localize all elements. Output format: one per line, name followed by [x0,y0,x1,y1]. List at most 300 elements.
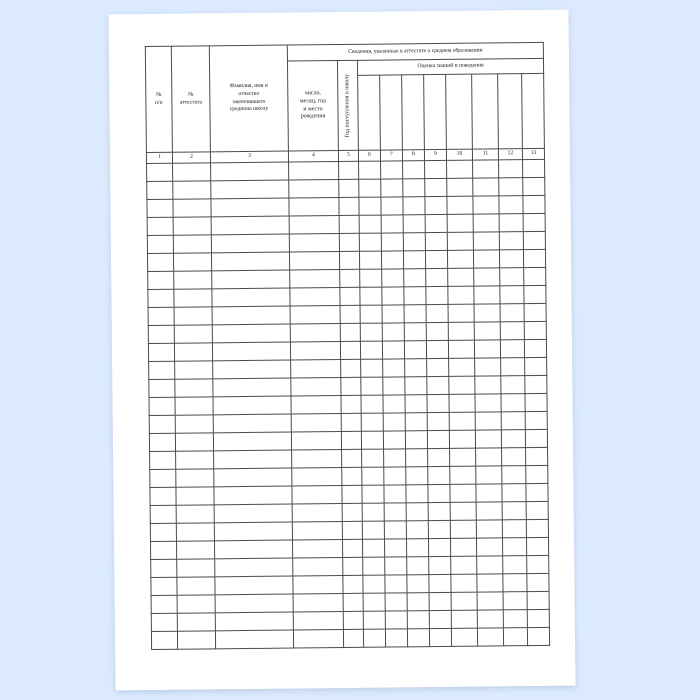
table-cell[interactable] [383,395,405,413]
table-cell[interactable] [362,467,384,485]
table-cell[interactable] [477,628,503,646]
table-cell[interactable] [474,304,500,322]
table-cell[interactable] [215,630,293,649]
table-cell[interactable] [292,450,342,469]
table-cell[interactable] [359,215,381,233]
table-cell[interactable] [289,162,339,181]
table-cell[interactable] [341,377,361,395]
table-cell[interactable] [525,357,547,375]
table-cell[interactable] [173,199,211,217]
table-cell[interactable] [340,341,360,359]
table-cell[interactable] [499,160,523,178]
table-cell[interactable] [404,269,426,287]
table-cell[interactable] [407,629,429,647]
table-cell[interactable] [449,394,475,412]
table-cell[interactable] [148,289,174,307]
table-cell[interactable] [474,322,500,340]
table-cell[interactable] [425,196,447,214]
table-cell[interactable] [477,574,503,592]
table-cell[interactable] [363,611,385,629]
table-cell[interactable] [147,253,173,271]
table-cell[interactable] [383,413,405,431]
table-cell[interactable] [361,377,383,395]
table-cell[interactable] [174,325,212,343]
table-cell[interactable] [429,628,451,646]
table-cell[interactable] [526,501,548,519]
table-cell[interactable] [384,521,406,539]
table-cell[interactable] [475,394,501,412]
table-cell[interactable] [407,557,429,575]
table-cell[interactable] [500,340,524,358]
table-cell[interactable] [449,430,475,448]
table-cell[interactable] [293,576,343,595]
table-cell[interactable] [385,575,407,593]
table-cell[interactable] [289,252,339,271]
table-cell[interactable] [360,269,382,287]
table-cell[interactable] [213,396,291,415]
table-cell[interactable] [211,234,289,253]
table-cell[interactable] [342,467,362,485]
table-cell[interactable] [293,630,343,649]
table-cell[interactable] [426,340,448,358]
table-cell[interactable] [428,520,450,538]
table-cell[interactable] [502,538,526,556]
table-cell[interactable] [426,304,448,322]
table-cell[interactable] [382,323,404,341]
table-cell[interactable] [429,574,451,592]
table-cell[interactable] [502,448,526,466]
table-cell[interactable] [341,431,361,449]
table-cell[interactable] [147,217,173,235]
table-cell[interactable] [404,341,426,359]
table-cell[interactable] [384,485,406,503]
table-cell[interactable] [405,395,427,413]
table-cell[interactable] [211,198,289,217]
table-cell[interactable] [149,415,175,433]
table-cell[interactable] [451,610,477,628]
table-cell[interactable] [359,233,381,251]
table-cell[interactable] [427,430,449,448]
table-cell[interactable] [339,215,359,233]
table-cell[interactable] [502,484,526,502]
table-cell[interactable] [175,415,213,433]
table-cell[interactable] [384,467,406,485]
table-cell[interactable] [148,325,174,343]
table-cell[interactable] [381,233,403,251]
table-cell[interactable] [501,394,525,412]
table-cell[interactable] [175,361,213,379]
table-cell[interactable] [215,594,293,613]
table-cell[interactable] [342,485,362,503]
table-cell[interactable] [403,251,425,269]
table-cell[interactable] [525,411,547,429]
table-cell[interactable] [499,196,523,214]
table-cell[interactable] [147,235,173,253]
table-cell[interactable] [147,181,173,199]
table-cell[interactable] [447,232,473,250]
table-cell[interactable] [291,378,341,397]
table-cell[interactable] [524,285,546,303]
table-cell[interactable] [449,358,475,376]
table-cell[interactable] [477,592,503,610]
table-cell[interactable] [151,577,177,595]
table-cell[interactable] [214,450,292,469]
table-cell[interactable] [148,307,174,325]
table-cell[interactable] [450,502,476,520]
table-cell[interactable] [291,396,341,415]
table-cell[interactable] [360,305,382,323]
table-cell[interactable] [177,559,215,577]
table-cell[interactable] [383,377,405,395]
table-cell[interactable] [503,628,527,646]
table-cell[interactable] [175,397,213,415]
table-cell[interactable] [212,288,290,307]
table-cell[interactable] [362,521,384,539]
table-cell[interactable] [362,449,384,467]
table-cell[interactable] [527,627,549,645]
table-cell[interactable] [176,451,214,469]
table-cell[interactable] [406,485,428,503]
table-cell[interactable] [381,197,403,215]
table-cell[interactable] [291,414,341,433]
table-cell[interactable] [384,539,406,557]
table-cell[interactable] [447,250,473,268]
table-cell[interactable] [426,322,448,340]
table-cell[interactable] [341,395,361,413]
table-cell[interactable] [425,178,447,196]
table-cell[interactable] [428,502,450,520]
table-cell[interactable] [406,449,428,467]
table-cell[interactable] [450,448,476,466]
table-cell[interactable] [473,160,499,178]
table-cell[interactable] [425,232,447,250]
table-cell[interactable] [382,305,404,323]
table-cell[interactable] [503,574,527,592]
table-cell[interactable] [501,430,525,448]
table-cell[interactable] [215,576,293,595]
table-cell[interactable] [151,631,177,649]
table-cell[interactable] [429,556,451,574]
table-cell[interactable] [175,433,213,451]
table-cell[interactable] [451,556,477,574]
table-cell[interactable] [451,574,477,592]
table-cell[interactable] [524,303,546,321]
table-cell[interactable] [289,216,339,235]
table-cell[interactable] [404,323,426,341]
table-cell[interactable] [211,216,289,235]
table-cell[interactable] [447,214,473,232]
table-cell[interactable] [361,359,383,377]
table-cell[interactable] [214,540,292,559]
table-cell[interactable] [363,557,385,575]
table-cell[interactable] [363,629,385,647]
table-cell[interactable] [174,289,212,307]
table-cell[interactable] [450,538,476,556]
table-cell[interactable] [361,413,383,431]
table-cell[interactable] [500,286,524,304]
table-cell[interactable] [425,214,447,232]
table-cell[interactable] [176,523,214,541]
table-cell[interactable] [340,323,360,341]
table-cell[interactable] [475,376,501,394]
table-cell[interactable] [343,557,363,575]
table-cell[interactable] [382,287,404,305]
table-cell[interactable] [523,231,545,249]
table-cell[interactable] [150,469,176,487]
table-cell[interactable] [524,267,546,285]
table-cell[interactable] [149,433,175,451]
table-cell[interactable] [342,521,362,539]
table-cell[interactable] [448,268,474,286]
table-cell[interactable] [212,324,290,343]
table-cell[interactable] [213,360,291,379]
table-cell[interactable] [502,466,526,484]
table-cell[interactable] [403,233,425,251]
table-cell[interactable] [474,340,500,358]
table-cell[interactable] [403,197,425,215]
table-cell[interactable] [339,161,359,179]
table-cell[interactable] [527,573,549,591]
table-cell[interactable] [290,342,340,361]
table-cell[interactable] [447,160,473,178]
table-cell[interactable] [292,468,342,487]
table-cell[interactable] [151,613,177,631]
table-cell[interactable] [447,178,473,196]
table-cell[interactable] [474,286,500,304]
table-cell[interactable] [385,557,407,575]
table-cell[interactable] [292,504,342,523]
table-cell[interactable] [339,197,359,215]
table-cell[interactable] [215,612,293,631]
table-cell[interactable] [425,250,447,268]
table-cell[interactable] [451,628,477,646]
table-cell[interactable] [150,487,176,505]
table-cell[interactable] [381,161,403,179]
table-cell[interactable] [342,503,362,521]
table-cell[interactable] [428,538,450,556]
table-cell[interactable] [150,523,176,541]
table-cell[interactable] [385,611,407,629]
table-cell[interactable] [215,558,293,577]
table-cell[interactable] [177,595,215,613]
table-cell[interactable] [291,432,341,451]
table-cell[interactable] [499,250,523,268]
table-cell[interactable] [405,359,427,377]
table-cell[interactable] [527,609,549,627]
table-cell[interactable] [476,538,502,556]
table-cell[interactable] [362,539,384,557]
table-cell[interactable] [292,486,342,505]
table-cell[interactable] [500,304,524,322]
table-cell[interactable] [149,397,175,415]
table-cell[interactable] [503,610,527,628]
table-cell[interactable] [525,375,547,393]
table-cell[interactable] [151,595,177,613]
table-cell[interactable] [362,503,384,521]
table-cell[interactable] [291,360,341,379]
table-cell[interactable] [148,343,174,361]
table-cell[interactable] [501,376,525,394]
table-cell[interactable] [407,593,429,611]
table-cell[interactable] [363,593,385,611]
table-cell[interactable] [343,629,363,647]
table-cell[interactable] [449,376,475,394]
table-cell[interactable] [382,341,404,359]
table-cell[interactable] [212,342,290,361]
table-cell[interactable] [340,287,360,305]
table-cell[interactable] [214,486,292,505]
table-cell[interactable] [176,505,214,523]
table-cell[interactable] [526,483,548,501]
table-cell[interactable] [426,286,448,304]
table-cell[interactable] [526,447,548,465]
table-cell[interactable] [448,304,474,322]
table-cell[interactable] [403,215,425,233]
table-cell[interactable] [404,287,426,305]
table-cell[interactable] [404,305,426,323]
table-cell[interactable] [476,466,502,484]
table-cell[interactable] [473,232,499,250]
table-cell[interactable] [147,199,173,217]
table-cell[interactable] [475,412,501,430]
table-cell[interactable] [499,232,523,250]
table-cell[interactable] [429,592,451,610]
table-cell[interactable] [173,235,211,253]
table-cell[interactable] [473,196,499,214]
table-cell[interactable] [339,179,359,197]
table-cell[interactable] [503,556,527,574]
table-cell[interactable] [212,306,290,325]
table-cell[interactable] [173,253,211,271]
table-cell[interactable] [500,268,524,286]
table-cell[interactable] [502,520,526,538]
table-cell[interactable] [148,271,174,289]
table-cell[interactable] [149,379,175,397]
table-cell[interactable] [293,558,343,577]
table-cell[interactable] [406,503,428,521]
table-cell[interactable] [427,394,449,412]
table-cell[interactable] [382,269,404,287]
table-cell[interactable] [523,177,545,195]
table-cell[interactable] [429,610,451,628]
table-cell[interactable] [363,575,385,593]
table-cell[interactable] [151,559,177,577]
table-cell[interactable] [339,251,359,269]
table-cell[interactable] [475,358,501,376]
table-cell[interactable] [427,376,449,394]
table-cell[interactable] [150,505,176,523]
table-cell[interactable] [147,163,173,181]
table-cell[interactable] [474,268,500,286]
table-cell[interactable] [173,163,211,181]
table-cell[interactable] [362,485,384,503]
table-cell[interactable] [211,252,289,271]
table-cell[interactable] [211,180,289,199]
table-cell[interactable] [448,340,474,358]
table-cell[interactable] [214,522,292,541]
table-cell[interactable] [427,358,449,376]
table-cell[interactable] [343,575,363,593]
table-cell[interactable] [292,522,342,541]
table-cell[interactable] [523,213,545,231]
table-cell[interactable] [359,179,381,197]
table-cell[interactable] [426,268,448,286]
table-cell[interactable] [290,288,340,307]
table-cell[interactable] [524,339,546,357]
table-cell[interactable] [361,431,383,449]
table-cell[interactable] [475,430,501,448]
table-cell[interactable] [342,539,362,557]
table-cell[interactable] [175,379,213,397]
table-cell[interactable] [359,161,381,179]
table-cell[interactable] [293,594,343,613]
table-cell[interactable] [428,484,450,502]
table-cell[interactable] [523,159,545,177]
table-cell[interactable] [290,306,340,325]
table-cell[interactable] [527,555,549,573]
table-cell[interactable] [526,519,548,537]
table-cell[interactable] [405,431,427,449]
table-cell[interactable] [211,162,289,181]
table-cell[interactable] [360,341,382,359]
table-cell[interactable] [381,215,403,233]
table-cell[interactable] [176,541,214,559]
table-cell[interactable] [342,449,362,467]
table-cell[interactable] [290,270,340,289]
table-cell[interactable] [339,233,359,251]
table-cell[interactable] [173,181,211,199]
table-cell[interactable] [425,160,447,178]
table-cell[interactable] [360,323,382,341]
table-cell[interactable] [213,432,291,451]
table-cell[interactable] [501,358,525,376]
table-cell[interactable] [381,179,403,197]
table-cell[interactable] [525,393,547,411]
table-cell[interactable] [177,613,215,631]
table-cell[interactable] [340,305,360,323]
table-cell[interactable] [428,466,450,484]
table-cell[interactable] [385,629,407,647]
table-cell[interactable] [340,269,360,287]
table-cell[interactable] [428,448,450,466]
table-cell[interactable] [450,466,476,484]
table-cell[interactable] [403,179,425,197]
table-cell[interactable] [407,575,429,593]
table-cell[interactable] [359,197,381,215]
table-cell[interactable] [406,467,428,485]
table-cell[interactable] [289,180,339,199]
table-cell[interactable] [525,429,547,447]
table-cell[interactable] [476,520,502,538]
table-cell[interactable] [477,610,503,628]
table-cell[interactable] [289,234,339,253]
table-cell[interactable] [477,556,503,574]
table-cell[interactable] [341,413,361,431]
table-cell[interactable] [383,431,405,449]
table-cell[interactable] [213,378,291,397]
table-cell[interactable] [293,612,343,631]
table-cell[interactable] [403,161,425,179]
table-cell[interactable] [527,591,549,609]
table-cell[interactable] [405,377,427,395]
table-cell[interactable] [499,214,523,232]
table-cell[interactable] [176,487,214,505]
table-cell[interactable] [473,178,499,196]
table-cell[interactable] [214,504,292,523]
table-cell[interactable] [502,502,526,520]
table-cell[interactable] [174,271,212,289]
table-cell[interactable] [499,178,523,196]
